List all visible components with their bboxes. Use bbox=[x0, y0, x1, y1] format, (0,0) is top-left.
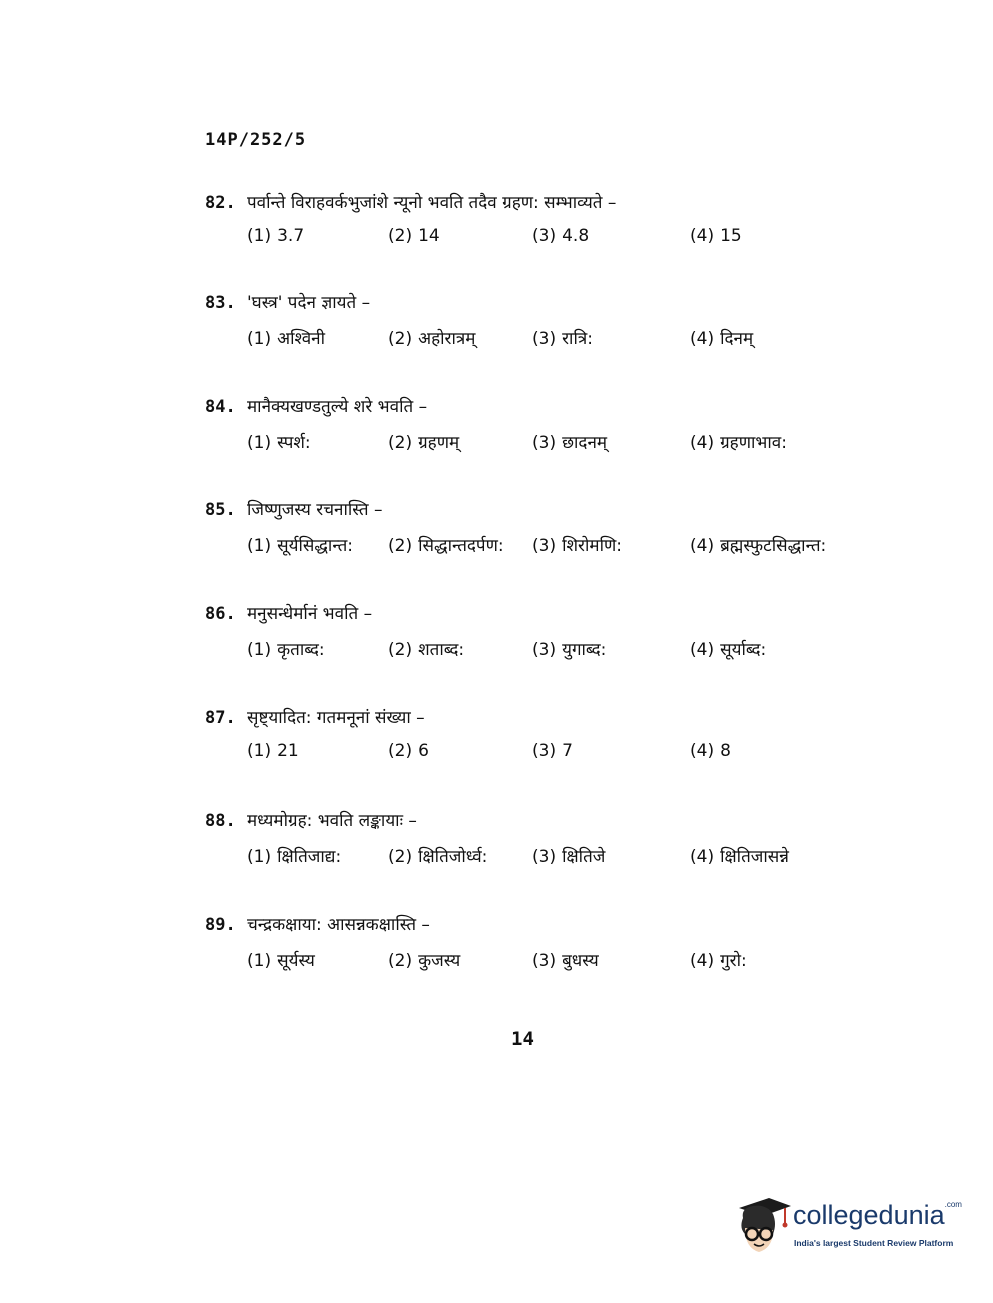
question-87 bbox=[205, 705, 905, 775]
option-4: (4) दिनम् bbox=[690, 329, 754, 349]
question-number: 83. bbox=[205, 293, 236, 313]
question-83 bbox=[205, 290, 905, 360]
option-1: (1) सूर्यस्य bbox=[247, 951, 315, 971]
question-text: 'घस्त्र' पदेन ज्ञायते – bbox=[247, 293, 371, 313]
question-number: 84. bbox=[205, 397, 236, 417]
option-2: (2) अहोरात्रम् bbox=[388, 329, 476, 349]
option-2: (2) कुजस्य bbox=[388, 951, 461, 971]
option-3: (3) छादनम् bbox=[532, 433, 608, 453]
paper-code: 14P/252/5 bbox=[205, 130, 307, 150]
brand-name: collegedunia$^{.com}$ bbox=[793, 1200, 962, 1230]
options-row bbox=[205, 430, 905, 464]
option-1: (1) सूर्यसिद्धान्त: bbox=[247, 536, 353, 556]
options-row bbox=[205, 844, 905, 878]
option-3: (3) युगाब्द: bbox=[532, 640, 607, 660]
option-3: (3) रात्रि: bbox=[532, 329, 593, 349]
option-3: (3) क्षितिजे bbox=[532, 847, 606, 867]
option-4: (4) 15 bbox=[690, 226, 742, 246]
question-number: 82. bbox=[205, 193, 236, 213]
question-text: सृष्ट्यादित: गतमनूनां संख्या – bbox=[247, 708, 425, 728]
option-2: (2) सिद्धान्तदर्पण: bbox=[388, 536, 504, 556]
option-1: (1) स्पर्श: bbox=[247, 433, 311, 453]
question-text: पर्वान्ते विराहवर्कभुजांशे न्यूनो भवति तदैव ग्रहण: सम्भाव्यते – bbox=[247, 193, 617, 213]
option-4: (4) ग्रहणाभाव: bbox=[690, 433, 787, 453]
options-row bbox=[205, 226, 905, 260]
option-4: (4) गुरो: bbox=[690, 951, 747, 971]
mascot-icon bbox=[733, 1194, 793, 1264]
question-86 bbox=[205, 601, 905, 671]
question-number: 86. bbox=[205, 604, 236, 624]
option-4: (4) ब्रह्मस्फुटसिद्धान्त: bbox=[690, 536, 827, 556]
options-row bbox=[205, 948, 905, 982]
option-3: (3) 4.8 bbox=[532, 226, 590, 246]
question-text: जिष्णुजस्य रचनास्ति – bbox=[247, 500, 383, 520]
option-1: (1) 3.7 bbox=[247, 226, 305, 246]
question-89 bbox=[205, 912, 905, 982]
question-text: चन्द्रकक्षाया: आसन्नकक्षास्ति – bbox=[247, 915, 430, 935]
question-number: 87. bbox=[205, 708, 236, 728]
brand-tagline: India's largest Student Review Platform bbox=[794, 1238, 954, 1248]
question-84 bbox=[205, 394, 905, 464]
question-number: 85. bbox=[205, 500, 236, 520]
question-85 bbox=[205, 497, 905, 567]
question-text: मनुसन्धेर्मानं भवति – bbox=[247, 604, 373, 624]
option-1: (1) 21 bbox=[247, 741, 299, 761]
option-2: (2) शताब्द: bbox=[388, 640, 465, 660]
option-1: (1) क्षितिजाद्य: bbox=[247, 847, 342, 867]
options-row bbox=[205, 326, 905, 360]
option-4: (4) 8 bbox=[690, 741, 731, 761]
option-4: (4) सूर्याब्द: bbox=[690, 640, 767, 660]
option-3: (3) शिरोमणि: bbox=[532, 536, 623, 556]
option-2: (2) 6 bbox=[388, 741, 429, 761]
question-number: 89. bbox=[205, 915, 236, 935]
question-88 bbox=[205, 808, 905, 878]
option-1: (1) कृताब्द: bbox=[247, 640, 325, 660]
question-number: 88. bbox=[205, 811, 236, 831]
option-1: (1) अश्विनी bbox=[247, 329, 325, 349]
option-2: (2) 14 bbox=[388, 226, 440, 246]
collegedunia-watermark bbox=[733, 1194, 963, 1264]
options-row bbox=[205, 533, 905, 567]
page-number: 14 bbox=[511, 1028, 534, 1050]
question-82 bbox=[205, 190, 905, 260]
question-text: मध्यमोग्रह: भवति लङ्कायाः – bbox=[247, 811, 417, 831]
option-2: (2) क्षितिजोर्ध्व: bbox=[388, 847, 488, 867]
options-row bbox=[205, 741, 905, 775]
option-4: (4) क्षितिजासन्ने bbox=[690, 847, 789, 867]
options-row bbox=[205, 637, 905, 671]
option-3: (3) बुधस्य bbox=[532, 951, 599, 971]
option-3: (3) 7 bbox=[532, 741, 573, 761]
option-2: (2) ग्रहणम् bbox=[388, 433, 460, 453]
question-text: मानैक्यखण्डतुल्ये शरे भवति – bbox=[247, 397, 428, 417]
